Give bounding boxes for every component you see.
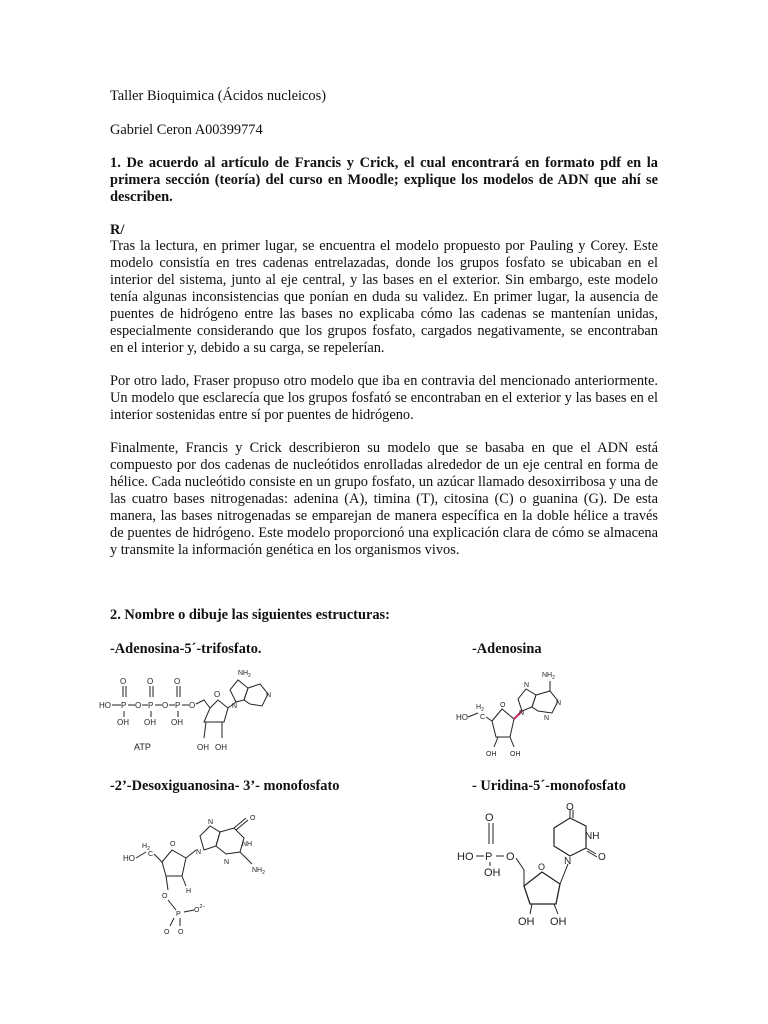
atom-p: P [485,851,493,863]
paragraph-francis-crick: Finalmente, Francis y Crick describieron su modelo que se basaba en que el ADN está compuesto por dos cadenas de nucleótidos enrolladas alrededor de un eje central en forma de hélice. Cada nucleótido consiste en un grupo fosfato, un azúcar llamado desoxirribosa y una de las cuatro bases nitrogenadas: adenina (A), timina (T), citosina (C) o guanina (G). De esta manera, las bases nitrogenadas se emparejan de manera específica en la doble hélice a través de puentes de hidrógeno. Este modelo proporcionó una explicación clara de cómo se almacena y transmite la información genética en los organismos vivos. [110,440,658,558]
atom-o-5prime: O [506,851,515,863]
atom-oh3: OH [171,718,183,727]
atom-oh-3prime: OH [510,751,521,758]
atom-o2: O [147,677,154,686]
atom-oh-2prime: OH [518,916,535,928]
atom-n9: N [519,710,525,717]
atom-n1: N [266,692,272,699]
question-2: 2. Nombre o dibuje las siguientes estructuras: [110,607,390,623]
paragraph-fraser: Por otro lado, Fraser propuso otro modelo que iba en contravia del mencionado anteriormente. Un modelo que esclarecía que los grupos fosfató se encontraban en el exterior y las bases en el interior sostenidas entre sí por puentes de hidrógeno. [110,373,658,423]
atom-o-5prime: O [189,701,196,710]
atom-ho: HO [456,713,468,722]
atom-p: P [176,911,181,918]
atom-n1: N [564,856,572,867]
atom-p3: P [175,701,181,710]
question-1: 1. De acuerdo al artículo de Francis y Crick, el cual encontrará en formato pdf en la primera sección (teoría) del curso en Moodle; explique los modelos de ADN que ahí se describen. [110,155,658,205]
atom-c5: C [148,851,154,858]
atom-o4: O [566,802,574,813]
atom-nh1: NH [242,841,253,848]
atom-o-bridge1: O [135,701,142,710]
atom-oh-3prime: OH [550,916,567,928]
atom-o3: O [174,677,181,686]
atom-n3: N [544,715,550,722]
atom-oh-2prime: OH [197,743,209,752]
atom-n7: N [208,819,214,826]
atp-structure-image [96,664,276,764]
atom-oh1: OH [117,718,129,727]
atom-h2: $H_2$ [142,843,150,852]
atom-o1: O [120,677,127,686]
structure-label-desoxiguanosina: -2’-Desoxiguanosina- 3’- monofosfato [110,778,340,794]
atom-nh3: NH [585,831,600,842]
atom-o-bridge2: O [162,701,169,710]
structure-label-atp: -Adenosina-5´-trifosfato. [110,641,262,657]
uridina-structure-image [452,802,622,934]
atom-o2: O [598,852,606,863]
atom-nh2: $NH_2$ [238,670,251,679]
structure-label-adenosina: -Adenosina [472,641,542,657]
atom-oh-p: OH [484,867,501,879]
atom-o-p1: O [164,929,170,936]
author-line: Gabriel Ceron A00399774 [110,122,263,138]
atom-nh2: $NH_2$ [542,672,555,681]
answer-paragraph-2 [110,373,658,424]
atom-ho: HO [123,854,135,863]
atom-o-3prime: O [162,893,168,900]
atom-oh-2prime: OH [486,751,497,758]
atom-o-ring: O [170,841,176,848]
answer-paragraph-3 [110,440,658,559]
document-title: Taller Bioquimica (Ácidos nucleicos) [110,88,326,104]
atom-h-2prime: H [186,888,192,895]
answer-label: R/ [110,222,125,238]
atom-c5: C [480,714,486,721]
answer-paragraph-1 [110,238,658,357]
atp-caption: ATP [134,742,151,752]
atom-o-p2: O [178,929,184,936]
atom-h2: $H_2$ [476,704,484,713]
atom-o-ring: O [538,862,546,872]
atom-o6: O [250,815,256,822]
adenosina-structure-image [428,665,588,760]
atom-ho: HO [457,851,474,863]
atom-oh2: OH [144,718,156,727]
atom-o-p3: $O^{2-}$ [194,904,206,914]
atom-p1: P [121,701,127,710]
atom-n3: N [224,859,230,866]
atom-nh2: $NH_2$ [252,867,265,876]
atom-p2: P [148,701,154,710]
atom-n7: N [524,682,530,689]
atom-oh-3prime: OH [215,743,227,752]
atom-ho: HO [99,701,111,710]
atom-n1: N [556,700,562,707]
paragraph-pauling-corey: Tras la lectura, en primer lugar, se encuentra el modelo propuesto por Pauling y Corey. Este modelo consistía en tres cadenas entrelazadas, donde los grupos fosfato se ubicaban en el interior del sistema, junto al eje central, y las bases en el exterior. Sin embargo, este modelo tenía algunas inconsistencias que ponían en duda su validez. En primer lugar, la ausencia de puentes de hidrógeno entre las bases no explicaba cómo las cadenas se mantenían unidas, especialmente considerando que los grupos fosfato, cargados negativamente, se encontraban en el interior y, debido a su carga, se repelerían. [110,238,658,356]
atom-o-ring: O [500,702,506,709]
atom-n9: N [232,703,238,710]
atom-o-p-top: O [485,812,494,824]
atom-o-ring: O [214,690,221,699]
structure-label-uridina: - Uridina-5´-monofosfato [472,778,626,794]
desoxiguanosina-structure-image [112,806,292,938]
atom-n9: N [196,849,202,856]
